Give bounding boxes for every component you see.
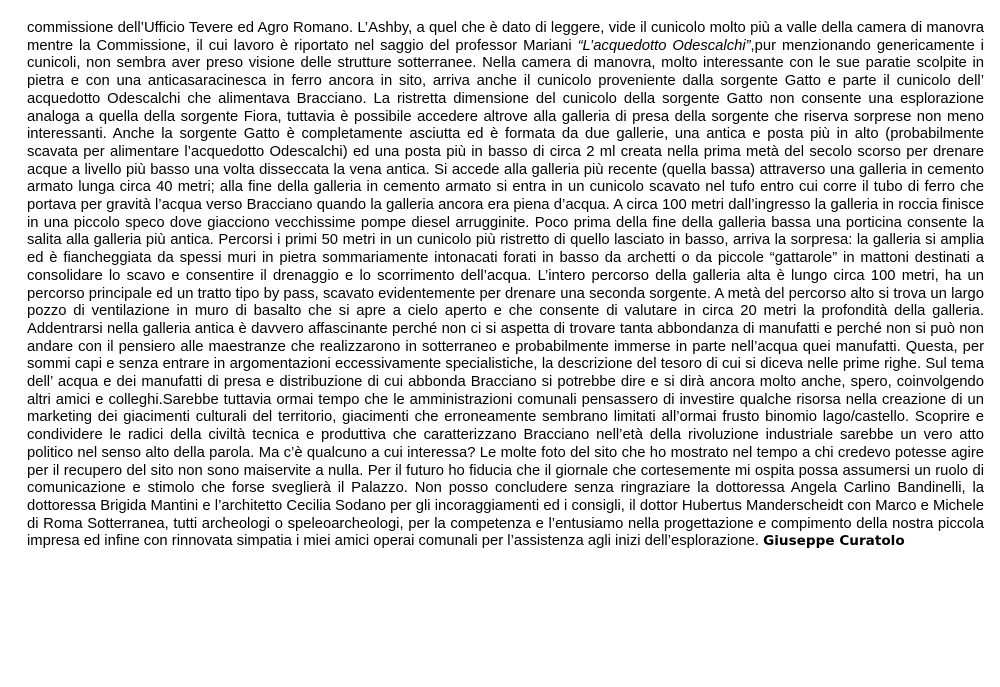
- article-text-part-1: commissione dell’Ufficio Tevere ed Agro Romano. L’Ashby, a quel che è dato di leggere, vide il cunicolo molto più a valle della camera di manovra mentre la Commissione, il cui lavoro è riportato nel saggio del professor Mariani: [27, 20, 984, 54]
- author-signature: Giuseppe Curatolo: [763, 533, 905, 550]
- italic-title: “L’acquedotto Odescalchi”: [577, 37, 751, 54]
- article-body: [27, 20, 984, 551]
- article-text-part-2: ,pur menzionando genericamente i cunicoli, non sembra aver preso visione delle strutture sotterranee. Nella camera di manovra, molto interessante con le sue paratie scolpite in pietra e con una anticasaracinesca in ferro ancora in sito, arriva anche il cunicolo proveniente dalla sorgente Gatto e parte il cunicolo dell’ acquedotto Odescalchi che alimentava Bracciano. La ristretta dimensione del cunicolo della sorgente Gatto non consente una esplorazione analoga a quella della sorgente Fiora, tuttavia è possibile accedere altrove alla galleria di presa della sorgente che riserva sorprese non meno interessanti. Anche la sorgente Gatto è completamente asciutta ed è formata da due gallerie, una antica e posta più in alto (probabilmente scavata per alimentare l’acquedotto Odescalchi) ed una posta più in basso di circa 2 ml creata nella prima metà del secolo scorso per drenare acque a livello più basso una volta disseccata la vena antica. Si accede alla galleria più recente (quella bassa) attraverso una galleria in cemento armato lunga circa 40 metri; alla fine della galleria in cemento armato si entra in un cunicolo scavato nel tufo entro cui corre il tubo di ferro che portava per gravità l’acqua verso Bracciano quando la galleria ancora era piena d’acqua. A circa 100 metri dall’ingresso la galleria in roccia finisce in una piccolo speco dove giacciono vecchissime pompe diesel arrugginite. Poco prima della fine della galleria bassa una porticina consente la salita alla galleria più antica. Percorsi i primi 50 metri in un cunicolo più ristretto di quello lasciato in basso, arriva la sorpresa: la galleria si amplia ed è fiancheggiata da spessi muri in pietra sommariamente intonacati forati in basso da archetti o da piccole “gattarole” in mattoni destinati a consolidare lo scavo e consentire il drenaggio e lo scorrimento dell’acqua. L’intero percorso della galleria alta è lungo circa 100 metri, ha un percorso principale ed un tratto tipo by pass, scavato evidentemente per drenare una seconda sorgente. A metà del percorso alto si trova un largo pozzo di ventilazione in muro di basalto che si apre a cielo aperto e che consente di valutare in circa 20 metri la profondità della galleria. Addentrarsi nella galleria antica è davvero affascinante perché non ci si aspetta di trovare tanta abbondanza di manufatti e perché non si può non andare con il pensiero alle maestranze che realizzarono in sotterraneo e probabilmente immerse in parte nell’acqua quei manufatti. Questa, per sommi capi e senza entrare in argomentazioni eccessivamente specialistiche, la descrizione del tesoro di cui si diceva nelle prime righe. Sul tema dell’ acqua e dei manufatti di presa e distribuzione di cui abbonda Bracciano si potrebbe dire e si dirà ancora molto anche, spero, coinvolgendo altri amici e colleghi.Sarebbe tuttavia ormai tempo che le amministrazioni comunali pensassero di investire qualche risorsa nella creazione di un marketing dei giacimenti culturali del territorio, giacimenti che erroneamente sembrano limitati all’ormai frusto binomio lago/castello. Scoprire e condividere le radici della civiltà tecnica e produttiva che caratterizzano Bracciano nell’età della rivoluzione industriale sarebbe un vero atto politico nel senso alto della parola. Ma c’è qualcuno a cui interessa? Le molte foto del sito che ho mostrato nel tempo a chi credevo potesse agire per il recupero del sito non sono maiservite a nulla. Per il futuro ho fiducia che il giornale che cortesemente mi ospita possa assumersi un ruolo di comunicazione e stimolo che forse sveglierà il Palazzo. Non posso concludere senza ringraziare la dottoressa Angela Carlino Bandinelli, la dottoressa Brigida Mantini e l’architetto Cecilia Sodano per gli incoraggiamenti ed i consigli, il dottor Hubertus Manderscheidt con Marco e Michele di Roma Sotterranea, tutti archeologi o speleoarcheologi, per la competenza e l’entusiamo nella progettazione e compimento della nostra piccola impresa ed infine con rinnovata simpatia i miei amici operai comunali per l’assistenza agli inizi dell’esplorazione.: [27, 37, 984, 550]
- article-paragraph: [27, 20, 984, 551]
